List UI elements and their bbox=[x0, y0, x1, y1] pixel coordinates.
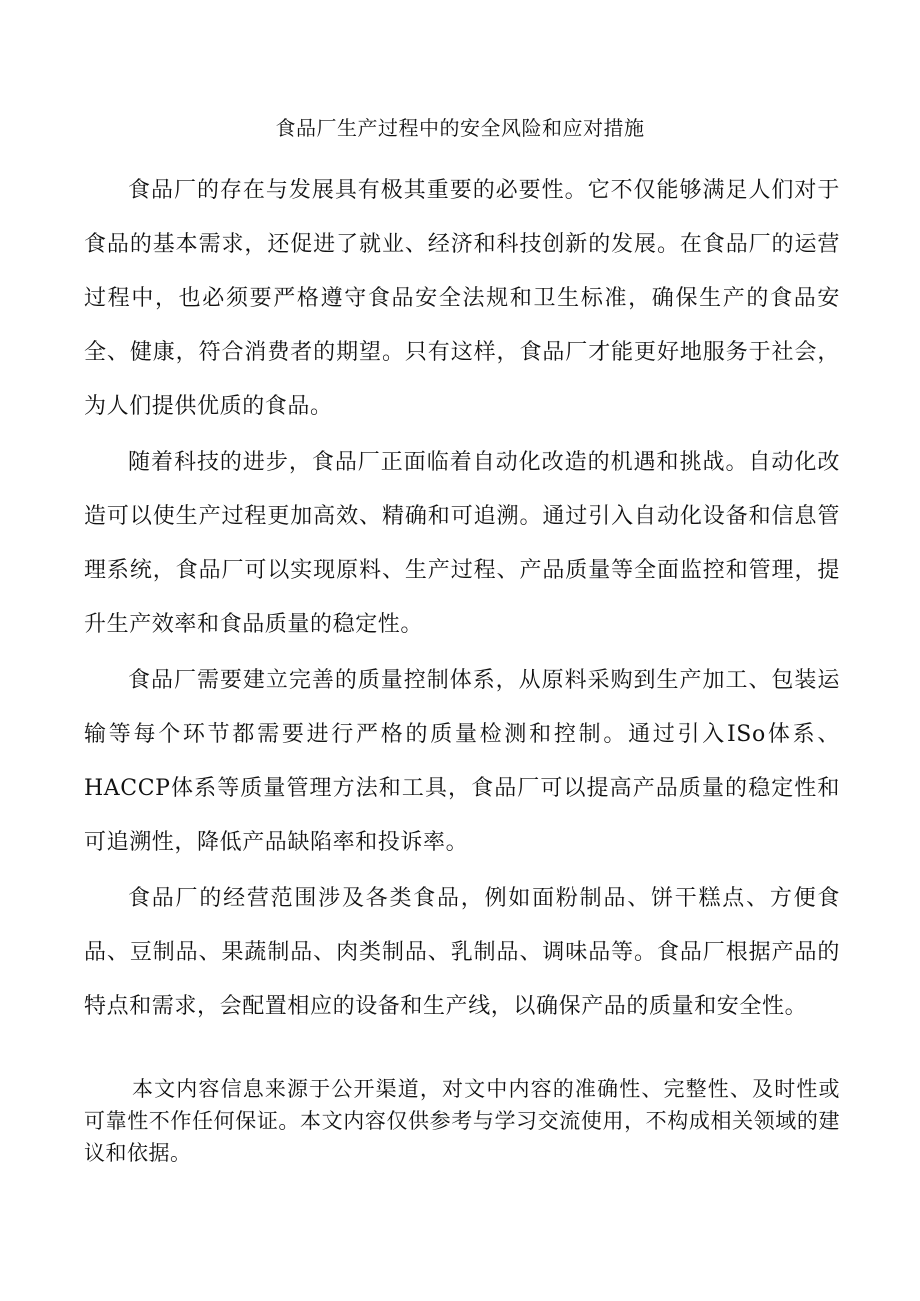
paragraph-automation: 随着科技的进步，食品厂正面临着自动化改造的机遇和挑战。自动化改造可以使生产过程更加高效、精确和可追溯。通过引入自动化设备和信息管理系统，食品厂可以实现原料、生产过程、产品质量等全面监控和管理，提升生产效率和食品质量的稳定性。 bbox=[84, 450, 840, 637]
paragraph-business-scope: 食品厂的经营范围涉及各类食品，例如面粉制品、饼干糕点、方便食品、豆制品、果蔬制品、肉类制品、乳制品、调味品等。食品厂根据产品的特点和需求，会配置相应的设备和生产线，以确保产品的质量和安全性。 bbox=[84, 886, 840, 1019]
paragraph-quality-control: 食品厂需要建立完善的质量控制体系，从原料采购到生产加工、包装运输等每个环节都需要进行严格的质量检测和控制。通过引入ISo体系、HACCP体系等质量管理方法和工具，食品厂可以提高产品质量的稳定性和可追溯性，降低产品缺陷率和投诉率。 bbox=[84, 668, 840, 855]
disclaimer-text: 本文内容信息来源于公开渠道，对文中内容的准确性、完整性、及时性或可靠性不作任何保证。本文内容仅供参考与学习交流使用，不构成相关领域的建议和依据。 bbox=[84, 1077, 840, 1165]
paragraph-necessity: 食品厂的存在与发展具有极其重要的必要性。它不仅能够满足人们对于食品的基本需求，还促进了就业、经济和科技创新的发展。在食品厂的运营过程中，也必须要严格遵守食品安全法规和卫生标准，确保生产的食品安全、健康，符合消费者的期望。只有这样，食品厂才能更好地服务于社会，为人们提供优质的食品。 bbox=[84, 178, 840, 419]
document-title: 食品厂生产过程中的安全风险和应对措施 bbox=[275, 116, 645, 140]
